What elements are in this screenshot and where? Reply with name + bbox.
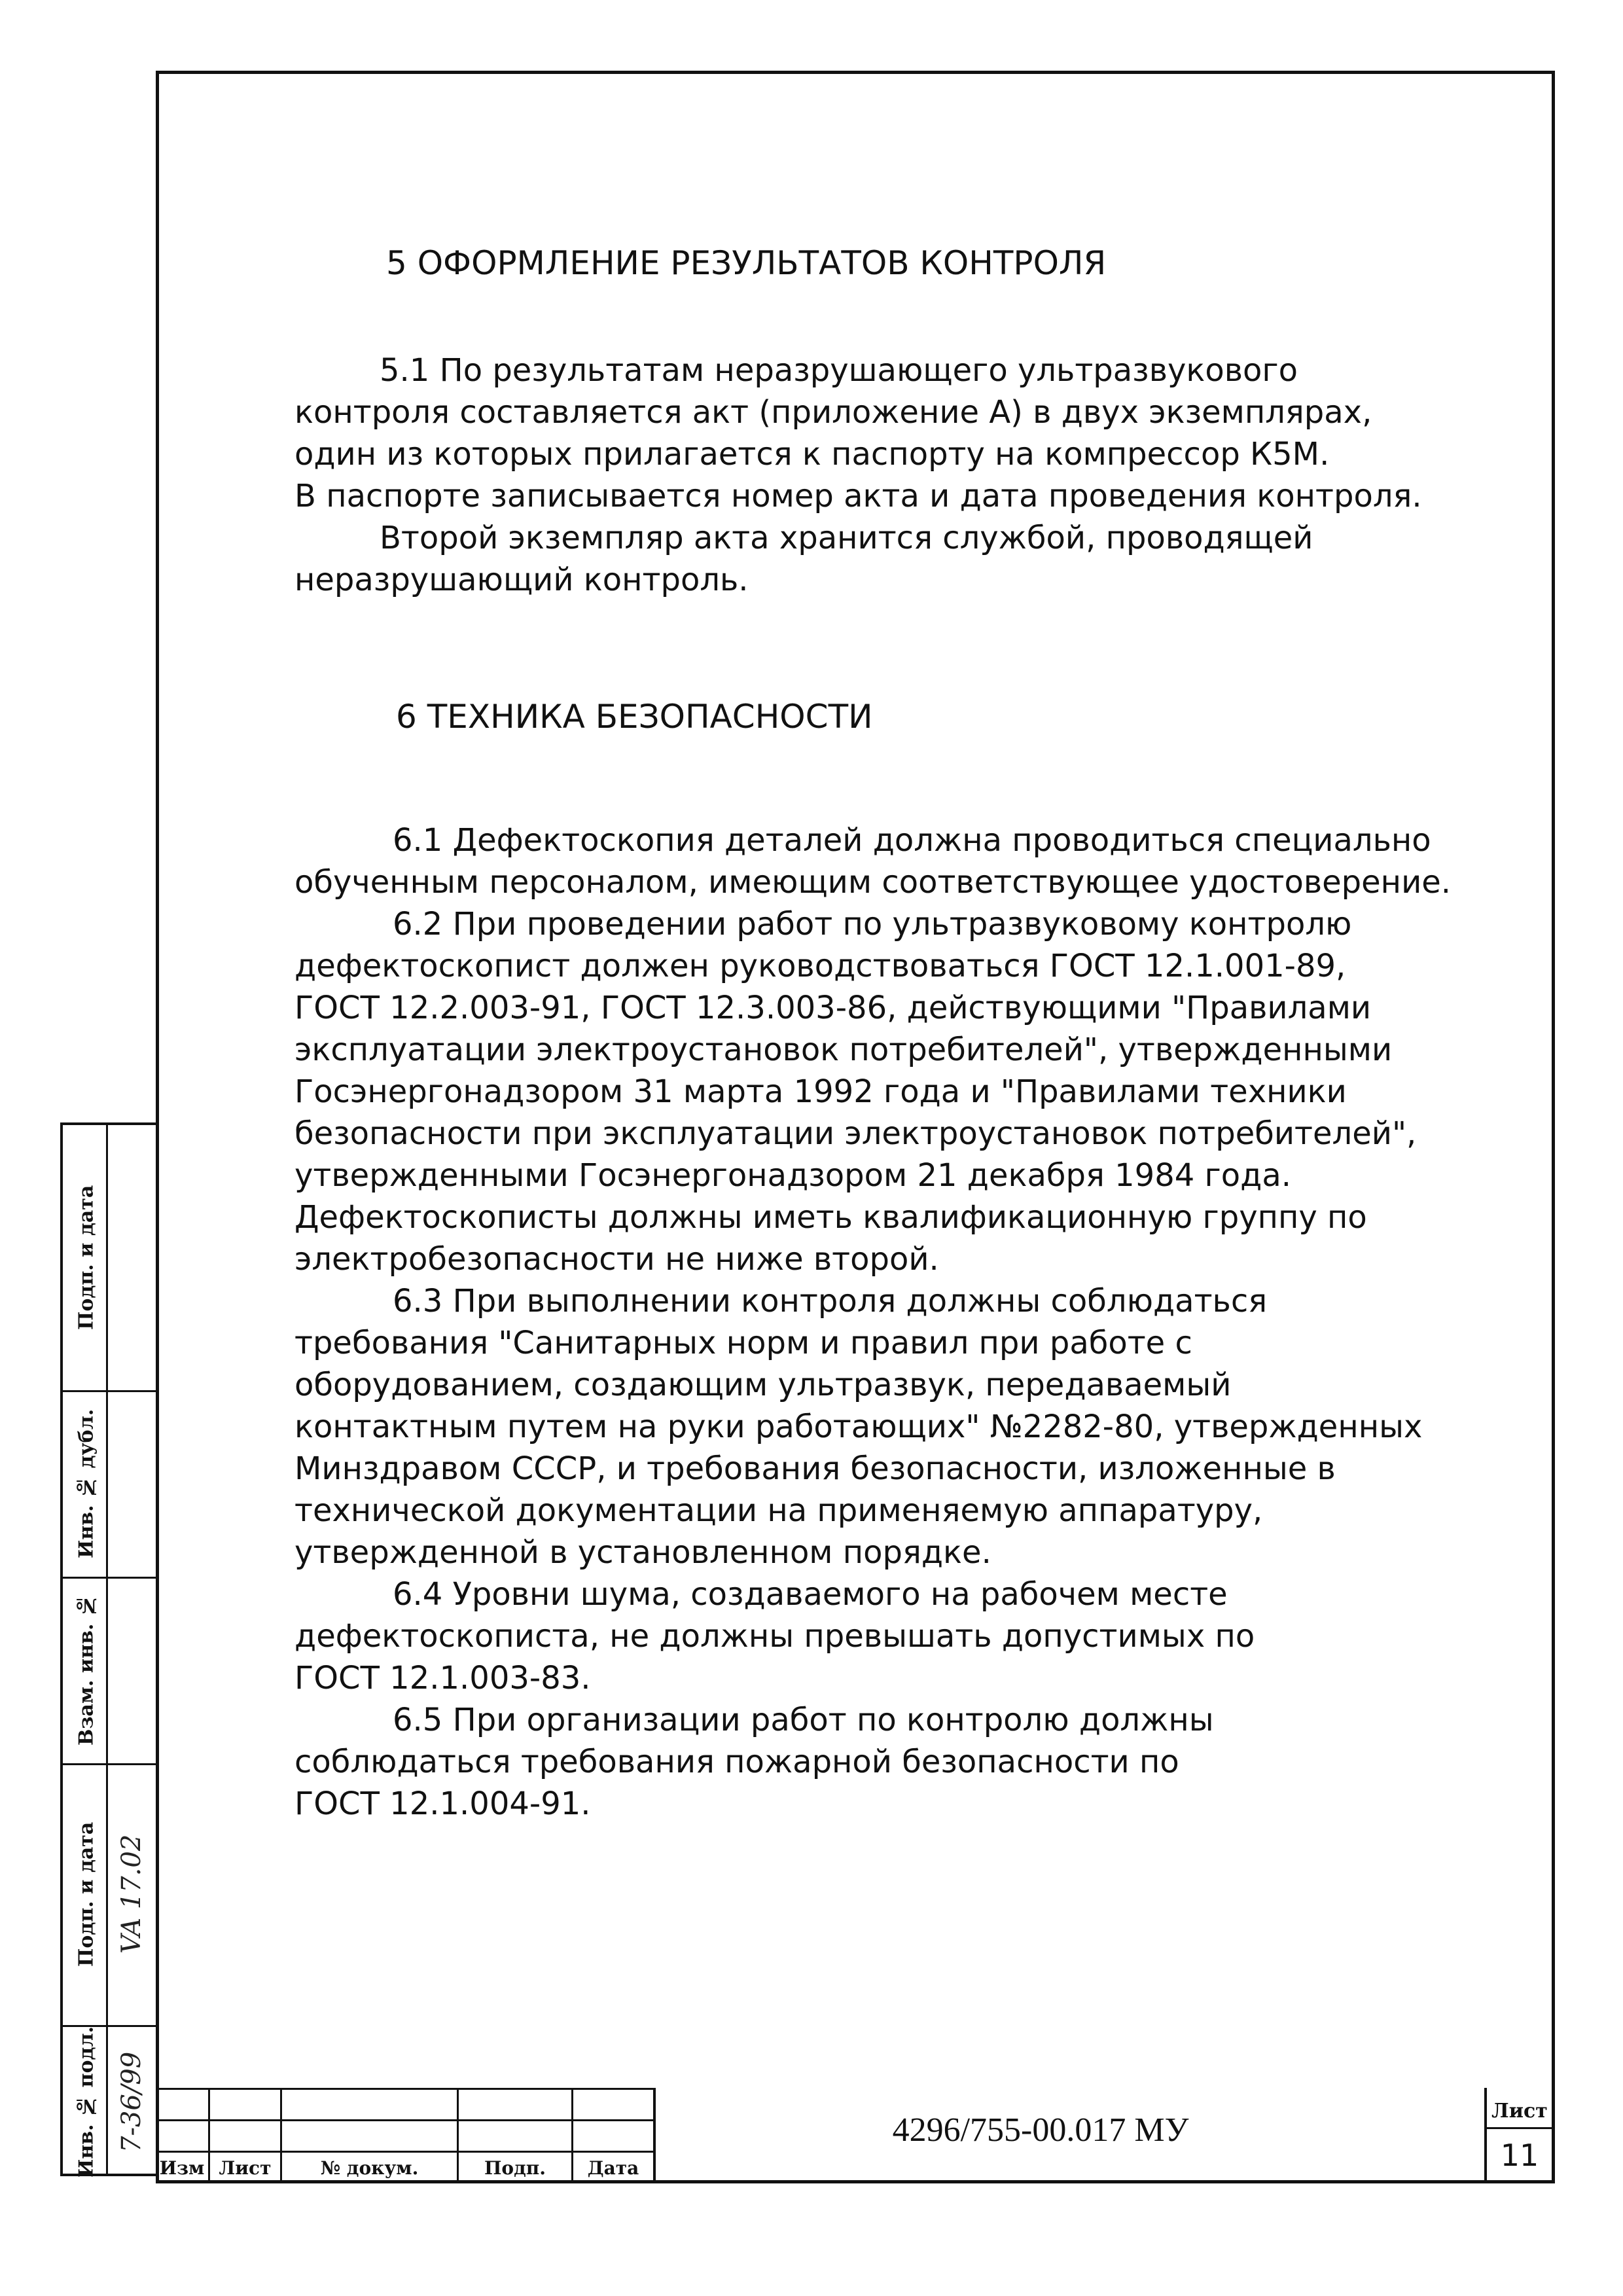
sheet-label: Лист — [1491, 2099, 1548, 2123]
tb-line — [156, 2119, 653, 2121]
tb-data: Дата — [587, 2157, 639, 2179]
tb-line — [653, 2088, 656, 2183]
label-podp-data: Подп. и дата — [75, 1821, 98, 1967]
paragraph-5-1: 5.1 По результатам неразрушающего ультразвукового контроля составляется акт (приложение А) в двух экземплярах, один из которых прилагается к паспорту на компрессор К5М. В паспорте записывается номер акта и дата проведения контроля. — [294, 352, 1422, 514]
tb-line — [156, 2088, 653, 2090]
tb-list: Лист — [219, 2157, 272, 2179]
paragraph-6-3: 6.3 При выполнении контроля должны соблюдаться требования "Санитарных норм и правил при работе с оборудованием, создающим ультразвук, передаваемый контактным путем на руки работающих" №2282-80, утвержденных Минздравом СССР, и требования безопасности, изложенные в технической документации на применяемую аппаратуру, утвержденной в установленном порядке. — [294, 1283, 1423, 1571]
tb-line — [1484, 2127, 1555, 2129]
label-podp-data-top: Подп. и дата — [75, 1185, 98, 1331]
tb-izm: Изм — [159, 2157, 205, 2179]
tb-doc-no: № докум. — [320, 2157, 419, 2179]
document-designation: 4296/755-00.017 МУ — [892, 2111, 1189, 2149]
paragraph-5-1-cont: Второй экземпляр акта хранится службой, проводящей неразрушающий контроль. — [294, 520, 1313, 598]
section-5-heading: 5 ОФОРМЛЕНИЕ РЕЗУЛЬТАТОВ КОНТРОЛЯ — [386, 244, 1107, 282]
label-vzam-inv: Взам. инв. № — [75, 1594, 98, 1746]
side-stamp-strip — [60, 1122, 156, 2176]
label-inv-dubl: Инв. № дубл. — [75, 1408, 98, 1558]
document-body — [294, 242, 1505, 1825]
paragraph-6-1: 6.1 Дефектоскопия деталей должна проводиться специально обученным персоналом, имеющим соответствующее удостоверение. — [294, 822, 1452, 901]
section-6-heading: 6 ТЕХНИКА БЕЗОПАСНОСТИ — [396, 698, 873, 736]
paragraph-6-2: 6.2 При проведении работ по ультразвуковому контролю дефектоскопист должен руководствоваться ГОСТ 12.1.001-89, ГОСТ 12.2.003-91, ГОСТ 12.3.003-86, действующими "Правилами эксплуатации электроустановок потребителей", утвержденными Госэнергонадзором 31 марта 1992 года и "Правилами техники безопасности при эксплуатации электроустановок потребителей", утвержденными Госэнергонадзором 21 декабря 1984 года. Дефектоскописты должны иметь квалификационную группу по электробезопасности не ниже второй. — [294, 906, 1417, 1278]
strip-divider — [106, 1125, 108, 2174]
label-inv-podl: Инв. № подл. — [75, 2026, 98, 2178]
paragraph-6-5: 6.5 При организации работ по контролю должны соблюдаться требования пожарной безопасности по ГОСТ 12.1.004-91. — [294, 1702, 1214, 1822]
handwritten-signature-date: VA 17.02 — [116, 1834, 147, 1954]
tb-podp: Подп. — [484, 2157, 546, 2179]
handwritten-inventory-number: 7-36/99 — [116, 2051, 147, 2153]
paragraph-6-4: 6.4 Уровни шума, создаваемого на рабочем месте дефектоскописта, не должны превышать допустимых по ГОСТ 12.1.003-83. — [294, 1576, 1255, 1696]
sheet-number: 11 — [1500, 2138, 1539, 2173]
